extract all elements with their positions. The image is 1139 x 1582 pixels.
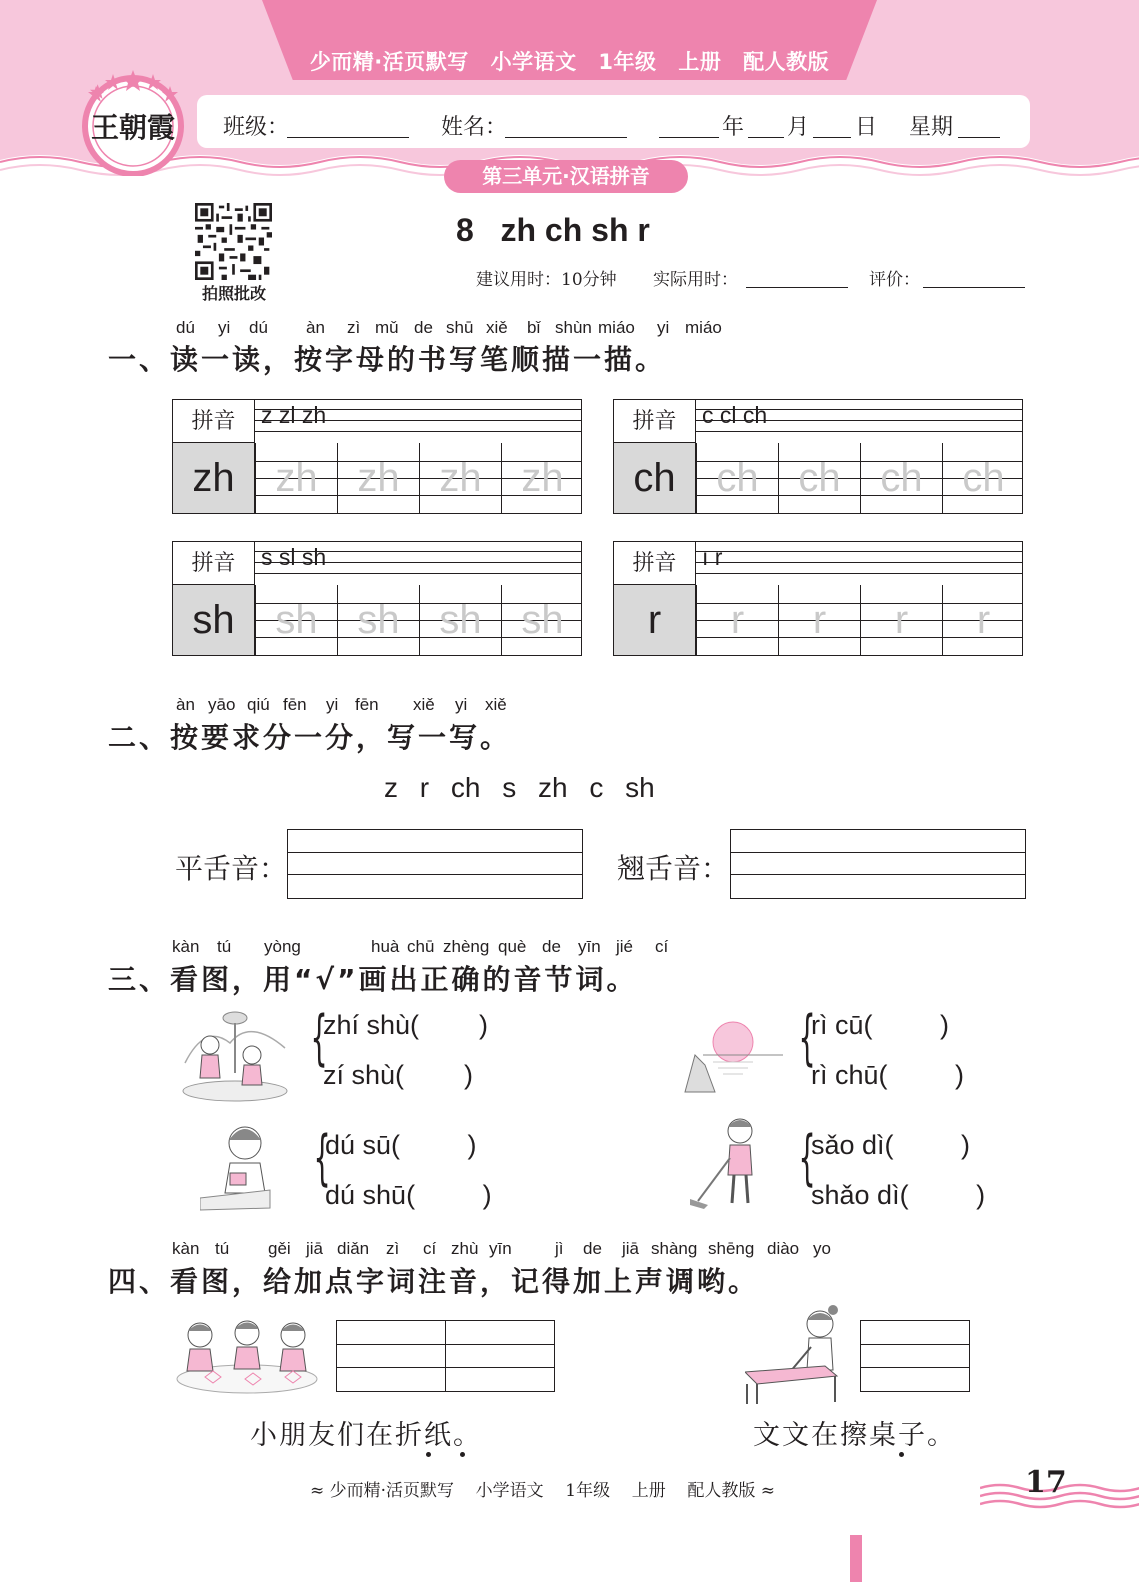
pinyin: jié xyxy=(616,937,634,956)
girl-sweeping-picture xyxy=(690,1113,775,1213)
pinyin-label: 拼音 xyxy=(173,542,255,585)
pinyin: tú xyxy=(217,937,232,956)
planting-tree-picture xyxy=(180,1003,290,1103)
option-ri-chu[interactable]: rì chū( ) xyxy=(811,1060,965,1090)
section3-heading: 三、看图，用“√”画出正确的音节词。 xyxy=(108,963,638,996)
month-field[interactable] xyxy=(748,137,784,138)
pinyin: kàn xyxy=(172,1239,200,1258)
weekday-label: 星期 xyxy=(909,115,954,140)
day-label: 日 xyxy=(855,115,878,140)
girl-reading-picture xyxy=(200,1118,290,1213)
year-field[interactable] xyxy=(659,137,719,138)
pinyin: yi xyxy=(455,695,468,714)
actual-time-label: 实际用时： xyxy=(653,270,738,290)
pinyin: fēn xyxy=(355,695,379,714)
guide-line xyxy=(696,562,1022,563)
footer-text: ≈ 少而精·活页默写 小学语文 1年级 上册 配人教版 ≈ xyxy=(310,1481,775,1501)
pinyin: tú xyxy=(215,1239,230,1258)
pinyin: xiě xyxy=(486,318,508,337)
day-field[interactable] xyxy=(813,137,851,138)
page-number: 17 xyxy=(1025,1465,1067,1500)
brace: { xyxy=(798,1123,816,1193)
option-shao-di[interactable]: shǎo dì( ) xyxy=(811,1180,986,1210)
year-label: 年 xyxy=(722,115,745,140)
trace-cell[interactable]: ch xyxy=(696,443,778,513)
pinyin: yāo xyxy=(208,695,236,714)
answer-grid-zhuo[interactable] xyxy=(860,1320,970,1392)
guide-line xyxy=(255,431,581,432)
option-zi-shu[interactable]: zí shù( ) xyxy=(323,1060,474,1090)
trace-cell[interactable]: ch xyxy=(778,443,860,513)
trace-cell[interactable]: ch xyxy=(942,443,1024,513)
brace: { xyxy=(310,1003,328,1073)
retroflex-label: 翘舌音： xyxy=(617,852,730,885)
trace-cell[interactable]: sh xyxy=(337,585,419,655)
pinyin: yo xyxy=(813,1239,831,1258)
qr-label: 拍照批改 xyxy=(201,284,266,303)
brand-name: 王朝霞 xyxy=(90,111,175,144)
pinyin: àn xyxy=(176,695,195,714)
name-label: 姓名： xyxy=(441,115,508,140)
student-info-box xyxy=(197,95,1030,148)
pinyin: zì xyxy=(347,318,361,337)
pinyin: xiě xyxy=(413,695,435,714)
pinyin: gěi xyxy=(268,1239,291,1258)
pinyin: shēng xyxy=(708,1239,755,1258)
pinyin: shùn xyxy=(555,318,592,337)
trace-cell[interactable]: zh xyxy=(337,443,419,513)
pinyin: diǎn xyxy=(337,1239,370,1258)
pinyin: qiú xyxy=(247,695,270,714)
pinyin: dú xyxy=(176,318,195,337)
pinyin-label: 拼音 xyxy=(614,542,696,585)
lesson-name: zh ch sh r xyxy=(500,212,650,248)
evaluation-field[interactable] xyxy=(923,287,1025,288)
trace-cell[interactable]: sh xyxy=(255,585,337,655)
emphasis-dot xyxy=(460,1452,465,1457)
pinyin: àn xyxy=(306,318,325,337)
pinyin: diào xyxy=(767,1239,800,1258)
brace: { xyxy=(798,1003,816,1073)
pinyin: yīn xyxy=(489,1239,512,1258)
model-letter: sh xyxy=(173,585,255,655)
pinyin: chū xyxy=(407,937,435,956)
pinyin: jiā xyxy=(622,1239,640,1258)
trace-cell[interactable]: ch xyxy=(860,443,942,513)
pinyin: miáo xyxy=(598,318,635,337)
page-tab-marker xyxy=(850,1535,862,1582)
emphasis-dot xyxy=(426,1452,431,1457)
flat-tongue-label: 平舌音： xyxy=(175,852,288,885)
pinyin: huà xyxy=(371,937,400,956)
pinyin: yi xyxy=(218,318,231,337)
pinyin: miáo xyxy=(685,318,722,337)
trace-box-zh xyxy=(172,399,582,514)
flat-tongue-box[interactable] xyxy=(287,829,583,899)
unit-title: 第三单元·汉语拼音 xyxy=(444,160,688,193)
trace-cell[interactable]: zh xyxy=(501,443,583,513)
option-ri-cu[interactable]: rì cū( ) xyxy=(811,1010,950,1040)
pinyin: yīn xyxy=(578,937,601,956)
weekday-field[interactable] xyxy=(958,137,1000,138)
header-title xyxy=(262,46,877,76)
pinyin: shàng xyxy=(651,1239,698,1258)
actual-time-field[interactable] xyxy=(746,287,848,288)
option-sao-di[interactable]: sǎo dì( ) xyxy=(811,1130,971,1160)
volume: 上册 xyxy=(678,50,722,74)
letter-list: z r ch s zh c sh xyxy=(384,772,655,803)
pinyin: zì xyxy=(386,1239,400,1258)
pinyin: kàn xyxy=(172,937,200,956)
pinyin: de xyxy=(542,937,561,956)
suggested-time: 建议用时：10分钟 xyxy=(476,270,617,290)
pinyin: mǔ xyxy=(375,318,399,337)
qr-code-icon[interactable] xyxy=(195,203,272,280)
pinyin: zhù xyxy=(451,1239,479,1258)
month-label: 月 xyxy=(787,115,810,140)
pinyin: xiě xyxy=(485,695,507,714)
pinyin: yòng xyxy=(264,937,301,956)
pinyin: bǐ xyxy=(527,318,541,337)
pinyin: què xyxy=(498,937,527,956)
trace-box-sh xyxy=(172,541,582,656)
evaluation-label: 评价： xyxy=(869,270,920,290)
pinyin: fēn xyxy=(283,695,307,714)
sunrise-picture xyxy=(683,1010,793,1095)
section1-heading: 一、读一读，按字母的书写笔顺描一描。 xyxy=(108,343,667,376)
pinyin: cí xyxy=(655,937,669,956)
guide-line xyxy=(255,573,581,574)
stroke-order: z zl zh xyxy=(261,402,327,428)
stroke-order: s sl sh xyxy=(261,544,327,570)
trace-cell[interactable]: sh xyxy=(419,585,501,655)
guide-line xyxy=(731,874,1025,875)
model-letter: r xyxy=(614,585,696,655)
guide-line xyxy=(696,573,1022,574)
guide-line xyxy=(696,551,1022,552)
pinyin: cí xyxy=(423,1239,437,1258)
subject: 小学语文 xyxy=(490,50,577,74)
pinyin: de xyxy=(583,1239,602,1258)
trace-cell[interactable]: r xyxy=(942,585,1024,655)
trace-cell[interactable]: zh xyxy=(419,443,501,513)
pinyin: shū xyxy=(446,318,474,337)
trace-cell[interactable]: r xyxy=(696,585,778,655)
class-label: 班级： xyxy=(223,115,290,140)
guide-line xyxy=(861,1344,969,1345)
pinyin: yi xyxy=(326,695,339,714)
brace: { xyxy=(313,1123,331,1193)
option-zhi-shu[interactable]: zhí shù( ) xyxy=(323,1010,489,1040)
pinyin: yi xyxy=(657,318,670,337)
trace-cell[interactable]: zh xyxy=(255,443,337,513)
option-du-su[interactable]: dú sū( ) xyxy=(325,1130,477,1160)
guide-line xyxy=(288,852,582,853)
class-field[interactable] xyxy=(287,137,409,138)
model-letter: zh xyxy=(173,443,255,513)
sentence-folding-paper: 小朋友们在折纸。 xyxy=(250,1420,482,1451)
girl-wiping-table-picture xyxy=(745,1302,855,1407)
lesson-number: 8 xyxy=(456,212,474,248)
pinyin: zhèng xyxy=(443,937,490,956)
emphasis-dot xyxy=(899,1452,904,1457)
stroke-order: c cl ch xyxy=(702,402,768,428)
guide-line xyxy=(731,852,1025,853)
sentence-wiping-table: 文文在擦桌子。 xyxy=(753,1420,956,1451)
trace-box-r xyxy=(613,541,1023,656)
grade: 1年级 xyxy=(598,50,657,74)
option-du-shu[interactable]: dú shū( ) xyxy=(325,1180,492,1210)
pinyin-label: 拼音 xyxy=(173,400,255,443)
model-letter: ch xyxy=(614,443,696,513)
section4-heading: 四、看图，给加点字词注音，记得加上声调哟。 xyxy=(108,1265,760,1298)
section2-heading: 二、按要求分一分，写一写。 xyxy=(108,721,512,754)
trace-cell[interactable]: r xyxy=(778,585,860,655)
edition: 配人教版 xyxy=(743,50,830,74)
trace-cell[interactable]: sh xyxy=(501,585,583,655)
retroflex-box[interactable] xyxy=(730,829,1026,899)
pinyin: de xyxy=(414,318,433,337)
pinyin-label: 拼音 xyxy=(614,400,696,443)
guide-line xyxy=(288,874,582,875)
answer-grid-zhe-zhi[interactable] xyxy=(336,1320,555,1392)
guide-line xyxy=(861,1367,969,1368)
pinyin: jì xyxy=(555,1239,564,1258)
stroke-order: ı r xyxy=(702,544,723,570)
trace-cell[interactable]: r xyxy=(860,585,942,655)
name-field[interactable] xyxy=(505,137,627,138)
lesson-title xyxy=(456,212,650,249)
trace-box-ch xyxy=(613,399,1023,514)
pinyin: dú xyxy=(249,318,268,337)
guide-line xyxy=(696,431,1022,432)
series-name: 少而精·活页默写 xyxy=(309,50,469,74)
children-folding-paper-picture xyxy=(175,1313,320,1395)
divider xyxy=(445,1321,446,1391)
pinyin: jiā xyxy=(306,1239,324,1258)
